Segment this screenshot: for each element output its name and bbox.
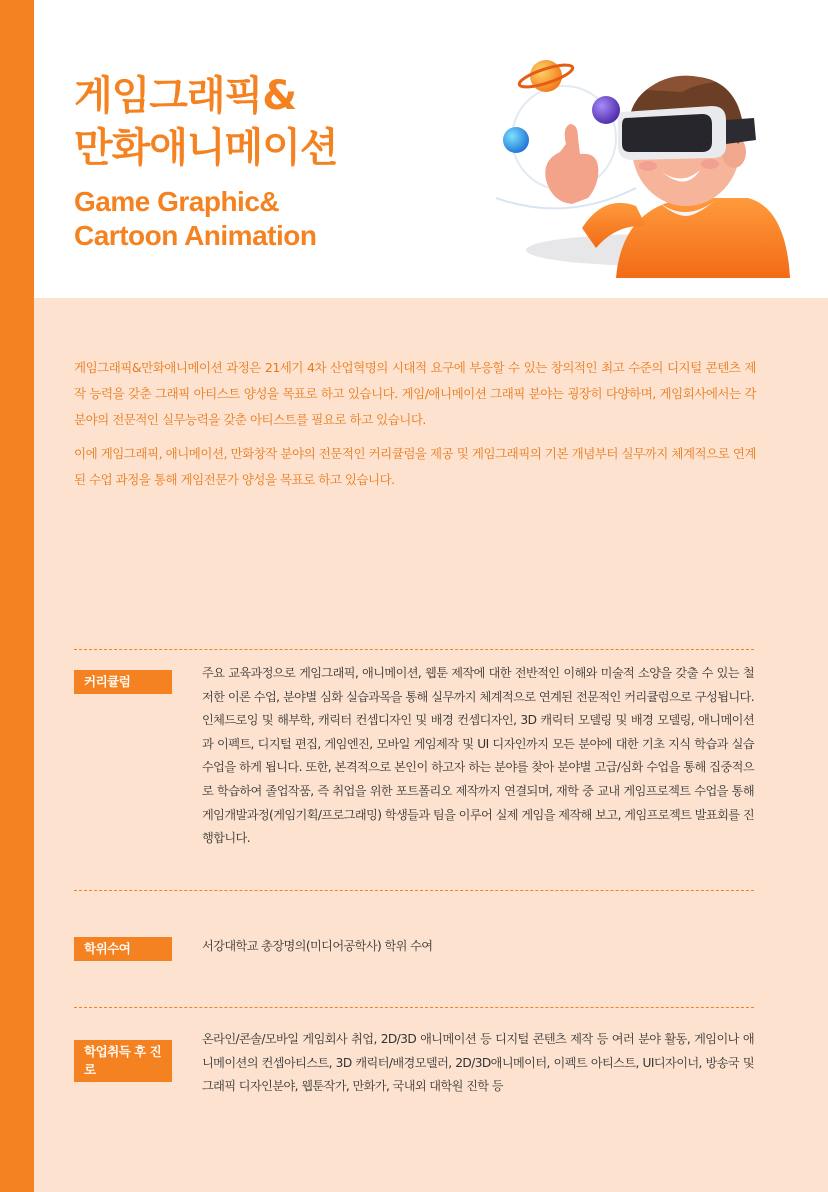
section-label: 학업취득 후 진로 — [74, 1040, 172, 1082]
purple-planet-icon — [592, 96, 620, 124]
intro-paragraph: 게임그래픽&만화애니메이션 과정은 21세기 4차 산업혁명의 시대적 요구에 부응할 수 있는 창의적인 최고 수준의 디지털 콘텐츠 제작 능력을 갖춘 그래픽 아티스트 양성을 목표로 하고 있습니다. 게임/애니메이션 그래픽 분야는 굉장히 다양하며, 게임회사에서는 각 분야의 전문적인 실무능력을 갖춘 아티스트를 필요로 하고 있습니다. — [74, 360, 756, 427]
section-body: 주요 교육과정으로 게임그래픽, 애니메이션, 웹툰 제작에 대한 전반적인 이해와 미술적 소양을 갖출 수 있는 철저한 이론 수업, 분야별 심화 실습과목을 통해 실무까지 체계적으로 연계된 전문적인 커리큘럼으로 구성됩니다. 인체드로잉 및 해부학, 캐릭터 컨셉디자인 및 배경 컨셉디자인, 3D 캐릭터 모델링 및 배경 모델링, 애니메이션과 이펙트, 디지털 편집, 게임엔진, 모바일 게임제작 및 UI 디자인까지 모든 분야에 대한 기초 지식 학습과 실습수업을 하게 됩니다. 또한, 본격적으로 본인이 하고자 하는 분야를 찾아 분야별 고급/심화 수업을 통해 집중적으로 학습하여 졸업작품, 즉 취업을 위한 포트폴리오 제작까지 연결되며, 재학 중 교내 게임프로젝트 수업을 통해게임개발과정(게임기획/프로그래밍) 학생들과 팀을 이루어 실제 게임을 제작해 보고, 게임프로젝트 발표회를 진행합니다. — [202, 666, 754, 846]
program-introduction — [74, 355, 756, 501]
intro-paragraph: 이에 게임그래픽, 애니메이션, 만화창작 분야의 전문적인 커리큘럼을 제공 및 게임그래픽의 기본 개념부터 실무까지 체계적으로 연계된 수업 과정을 통해 게임전문가 양성을 목표로 하고 있습니다. — [74, 446, 756, 487]
section-label: 학위수여 — [74, 937, 172, 961]
section-body: 서강대학교 총장명의(미디어공학사) 학위 수여 — [202, 939, 433, 953]
page-title-korean: 게임그래픽& 만화애니메이션 — [74, 73, 338, 171]
vr-student-planets-illustration — [486, 48, 798, 278]
section-career — [74, 1007, 754, 1128]
saturn-planet-icon — [517, 60, 575, 92]
page-title-english: Game Graphic& Cartoon Animation — [74, 186, 317, 251]
blue-planet-icon — [503, 127, 529, 153]
section-curriculum — [74, 649, 754, 890]
side-accent-bar — [0, 0, 34, 1192]
section-label: 커리큘럼 — [74, 670, 172, 694]
section-body: 온라인/콘솔/모바일 게임회사 취업, 2D/3D 애니메이션 등 디지털 콘텐츠 제작 등 여러 분야 활동, 게임이나 애니메이션의 컨셉아티스트, 3D 캐릭터/배경모델러, 2D/3D애니메이터, 이펙트 아티스트, UI디자이너, 방송국 및 그래픽 디자인분야, 웹툰작가, 만화가, 국내외 대학원 진학 등 — [202, 1032, 754, 1094]
section-degree — [74, 890, 754, 1007]
